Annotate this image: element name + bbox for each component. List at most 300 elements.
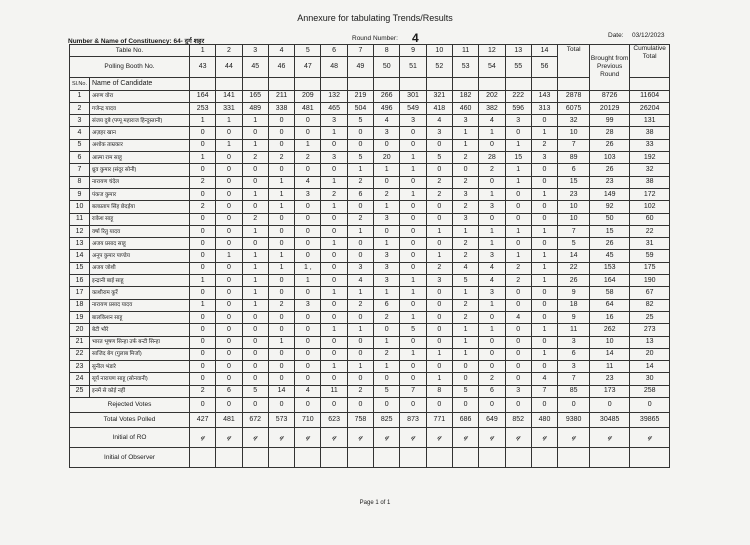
candidate-row <box>70 250 670 262</box>
vote-cell: 2 <box>190 201 216 213</box>
candidate-row <box>70 201 670 213</box>
vote-cell: 1 <box>321 127 347 139</box>
total-cell: 32 <box>558 115 590 127</box>
brought-forward-cell: 153 <box>590 262 630 274</box>
vote-cell: 3 <box>374 213 400 225</box>
vote-cell: 0 <box>295 336 321 348</box>
booth-no-cell: 44 <box>216 57 242 78</box>
summary-value-cell: 0 <box>242 398 268 413</box>
summary-value-cell: 0 <box>452 398 478 413</box>
sl-no-cell: 22 <box>70 348 90 360</box>
vote-cell: 0 <box>321 139 347 151</box>
vote-cell: 0 <box>268 238 294 250</box>
constituency-label: Number & Name of Constituency: 64- दुर्ग शहर <box>68 38 205 45</box>
vote-cell: 0 <box>295 213 321 225</box>
summary-total-cell: 9380 <box>558 413 590 428</box>
initial-ro-cell <box>558 428 590 448</box>
brought-forward-cell: 10 <box>590 336 630 348</box>
vote-cell: 0 <box>216 164 242 176</box>
vote-cell: 4 <box>505 311 531 323</box>
vote-cell: 321 <box>426 90 452 102</box>
vote-cell: 0 <box>268 115 294 127</box>
vote-cell: 0 <box>347 336 373 348</box>
total-cell: 7 <box>558 373 590 385</box>
vote-cell: 1 <box>400 287 426 299</box>
vote-cell: 1 <box>268 176 294 188</box>
vote-cell: 0 <box>531 361 557 373</box>
cumulative-cell: 32 <box>630 164 670 176</box>
vote-cell: 0 <box>295 127 321 139</box>
vote-cell: 3 <box>400 115 426 127</box>
vote-cell: 211 <box>268 90 294 102</box>
sl-no-cell: 1 <box>70 90 90 102</box>
summary-value-cell: 686 <box>452 413 478 428</box>
vote-cell: 3 <box>295 188 321 200</box>
summary-value-cell: 0 <box>216 398 242 413</box>
vote-cell: 5 <box>426 152 452 164</box>
vote-cell: 1 <box>374 238 400 250</box>
initial-ro-cell <box>216 428 242 448</box>
vote-cell: 5 <box>400 324 426 336</box>
candidate-name-cell: अनूप कुमार पाण्डेय <box>90 250 190 262</box>
vote-cell: 4 <box>479 275 505 287</box>
initial-ro-cell <box>321 428 347 448</box>
table-no-cell: 2 <box>216 45 242 57</box>
vote-cell: 1 <box>426 373 452 385</box>
signature-mark: 𝓆 <box>200 432 205 442</box>
vote-cell: 0 <box>295 311 321 323</box>
candidate-name-cell: अजय जोशी <box>90 262 190 274</box>
vote-cell: 1 <box>479 299 505 311</box>
brought-forward-cell: 14 <box>590 348 630 360</box>
vote-cell: 0 <box>268 275 294 287</box>
total-votes-row <box>70 413 670 428</box>
vote-cell: 4 <box>479 115 505 127</box>
total-cell: 18 <box>558 299 590 311</box>
initial-ro-cell <box>630 428 670 448</box>
summary-value-cell: 0 <box>531 398 557 413</box>
vote-cell: 1 <box>242 139 268 151</box>
vote-cell: 418 <box>426 102 452 114</box>
candidate-row <box>70 299 670 311</box>
vote-cell: 266 <box>374 90 400 102</box>
results-table <box>69 44 670 468</box>
candidate-name-cell: बेटी भौरे <box>90 324 190 336</box>
table-no-cell: 3 <box>242 45 268 57</box>
sl-no-cell: 13 <box>70 238 90 250</box>
vote-cell: 2 <box>452 152 478 164</box>
vote-cell: 0 <box>295 348 321 360</box>
vote-cell: 313 <box>531 102 557 114</box>
vote-cell: 0 <box>242 348 268 360</box>
vote-cell: 0 <box>426 201 452 213</box>
summary-value-cell: 852 <box>505 413 531 428</box>
brought-forward-cell: 20129 <box>590 102 630 114</box>
summary-cum-cell: 0 <box>630 398 670 413</box>
candidate-name-cell: भारत भूषण सिन्हा उर्फ बन्टी सिन्हा <box>90 336 190 348</box>
summary-value-cell: 0 <box>295 398 321 413</box>
vote-cell: 3 <box>347 262 373 274</box>
vote-cell: 165 <box>242 90 268 102</box>
vote-cell: 5 <box>242 385 268 397</box>
vote-cell: 1 <box>347 287 373 299</box>
vote-cell: 1 <box>452 127 478 139</box>
vote-cell: 3 <box>452 213 478 225</box>
vote-cell: 0 <box>400 262 426 274</box>
cumulative-cell: 67 <box>630 287 670 299</box>
vote-cell: 1 <box>400 188 426 200</box>
vote-cell: 2 <box>347 385 373 397</box>
vote-cell: 219 <box>347 90 373 102</box>
total-cell: 10 <box>558 127 590 139</box>
signature-mark: 𝓆 <box>226 432 231 442</box>
vote-cell: 6 <box>374 299 400 311</box>
vote-cell: 1 <box>242 115 268 127</box>
vote-cell: 0 <box>426 361 452 373</box>
vote-cell: 141 <box>216 90 242 102</box>
sl-no-cell: 16 <box>70 275 90 287</box>
vote-cell: 1 <box>531 262 557 274</box>
vote-cell: 0 <box>295 250 321 262</box>
vote-cell: 1 , <box>295 262 321 274</box>
cumulative-cell: 26204 <box>630 102 670 114</box>
vote-cell: 0 <box>216 213 242 225</box>
vote-cell: 2 <box>374 348 400 360</box>
vote-cell: 0 <box>242 311 268 323</box>
brought-forward-cell: 164 <box>590 275 630 287</box>
vote-cell: 0 <box>531 238 557 250</box>
vote-cell: 0 <box>531 287 557 299</box>
signature-mark: 𝓆 <box>647 432 652 442</box>
initial-ro-cell <box>590 428 630 448</box>
vote-cell: 1 <box>216 250 242 262</box>
vote-cell: 0 <box>216 311 242 323</box>
cumulative-cell: 192 <box>630 152 670 164</box>
summary-cum-cell: 39865 <box>630 413 670 428</box>
table-no-cell: 11 <box>452 45 478 57</box>
cumulative-cell: 20 <box>630 348 670 360</box>
candidate-row <box>70 287 670 299</box>
vote-cell: 0 <box>242 324 268 336</box>
summary-value-cell: 0 <box>190 398 216 413</box>
brought-forward-header: Brought from Previous Round <box>590 45 630 91</box>
vote-cell: 0 <box>216 324 242 336</box>
vote-cell: 1 <box>242 262 268 274</box>
summary-value-cell: 873 <box>400 413 426 428</box>
vote-cell: 0 <box>347 373 373 385</box>
rejected-votes-row <box>70 398 670 413</box>
vote-cell: 1 <box>347 324 373 336</box>
vote-cell: 3 <box>479 250 505 262</box>
vote-cell: 2 <box>347 299 373 311</box>
table-no-header: Table No. <box>70 45 190 57</box>
vote-cell: 0 <box>479 361 505 373</box>
vote-cell: 0 <box>321 164 347 176</box>
sl-no-cell: 14 <box>70 250 90 262</box>
candidate-row <box>70 385 670 397</box>
summary-value-cell: 672 <box>242 413 268 428</box>
booth-no-cell: 54 <box>479 57 505 78</box>
vote-cell: 3 <box>374 127 400 139</box>
vote-cell: 0 <box>505 127 531 139</box>
cumulative-header: Cumulative Total <box>630 45 670 78</box>
vote-cell: 0 <box>426 324 452 336</box>
total-cell: 6 <box>558 164 590 176</box>
table-no-cell: 5 <box>295 45 321 57</box>
vote-cell: 0 <box>400 176 426 188</box>
vote-cell: 0 <box>216 336 242 348</box>
initial-observer-row <box>70 448 670 468</box>
vote-cell: 0 <box>479 348 505 360</box>
vote-cell: 1 <box>426 225 452 237</box>
vote-cell: 1 <box>531 127 557 139</box>
vote-cell: 0 <box>452 373 478 385</box>
vote-cell: 0 <box>347 238 373 250</box>
vote-cell: 549 <box>400 102 426 114</box>
vote-cell: 0 <box>190 287 216 299</box>
vote-cell: 301 <box>400 90 426 102</box>
candidate-name-cell: सुनील भंडारे <box>90 361 190 373</box>
vote-cell: 1 <box>400 311 426 323</box>
vote-cell: 0 <box>268 139 294 151</box>
signature-mark: 𝓆 <box>279 432 284 442</box>
vote-cell: 0 <box>452 164 478 176</box>
initial-observer-cell <box>452 448 478 468</box>
vote-cell: 1 <box>452 336 478 348</box>
vote-cell: 2 <box>426 176 452 188</box>
signature-mark: 𝓆 <box>542 432 547 442</box>
candidate-name-cell: संजय दुबे (पप्पू महाराज हिन्दुस्तानी) <box>90 115 190 127</box>
signature-mark: 𝓆 <box>463 432 468 442</box>
vote-cell: 460 <box>452 102 478 114</box>
total-cell: 9 <box>558 287 590 299</box>
vote-cell: 0 <box>268 213 294 225</box>
vote-cell: 1 <box>452 324 478 336</box>
initial-observer-cell <box>400 448 426 468</box>
vote-cell: 3 <box>295 299 321 311</box>
candidate-name-cell: काशीराम कुर्रे <box>90 287 190 299</box>
vote-cell: 0 <box>400 127 426 139</box>
vote-cell: 0 <box>242 361 268 373</box>
initial-ro-row <box>70 428 670 448</box>
brought-forward-cell: 26 <box>590 164 630 176</box>
candidate-name-header: Name of Candidate <box>90 78 190 90</box>
vote-cell: 0 <box>216 188 242 200</box>
vote-cell: 0 <box>505 336 531 348</box>
cumulative-cell: 175 <box>630 262 670 274</box>
initial-ro-cell <box>452 428 478 448</box>
sl-no-cell: 9 <box>70 188 90 200</box>
vote-cell: 0 <box>268 164 294 176</box>
vote-cell: 0 <box>190 213 216 225</box>
vote-cell: 3 <box>479 287 505 299</box>
vote-cell: 0 <box>190 262 216 274</box>
vote-cell: 1 <box>268 188 294 200</box>
vote-cell: 1 <box>190 115 216 127</box>
vote-cell: 0 <box>268 361 294 373</box>
vote-cell: 0 <box>426 287 452 299</box>
initial-observer-cell <box>505 448 531 468</box>
candidate-name-cell: नारायण प्रसाद यादव <box>90 299 190 311</box>
table-no-cell: 12 <box>479 45 505 57</box>
vote-cell: 481 <box>295 102 321 114</box>
candidate-row <box>70 373 670 385</box>
vote-cell: 1 <box>347 361 373 373</box>
vote-cell: 0 <box>400 361 426 373</box>
candidate-name-cell: ध्रुव कुमार (संदूर सोनी) <box>90 164 190 176</box>
vote-cell: 1 <box>242 287 268 299</box>
vote-cell: 0 <box>505 287 531 299</box>
total-cell: 22 <box>558 262 590 274</box>
table-no-cell: 8 <box>374 45 400 57</box>
sl-no-cell: 24 <box>70 373 90 385</box>
candidate-row <box>70 238 670 250</box>
vote-cell: 0 <box>295 238 321 250</box>
initial-observer-cell <box>321 448 347 468</box>
candidate-name-cell: बलप्रताप सिंह छेदईया <box>90 201 190 213</box>
cumulative-cell: 30 <box>630 373 670 385</box>
vote-cell: 0 <box>479 311 505 323</box>
vote-cell: 0 <box>190 188 216 200</box>
signature-mark: 𝓆 <box>410 432 416 442</box>
vote-cell: 1 <box>268 336 294 348</box>
vote-cell: 0 <box>242 238 268 250</box>
candidate-row <box>70 164 670 176</box>
vote-cell: 2 <box>479 164 505 176</box>
vote-cell: 4 <box>531 373 557 385</box>
vote-cell: 2 <box>242 213 268 225</box>
booth-no-cell: 55 <box>505 57 531 78</box>
signature-mark: 𝓆 <box>253 432 258 442</box>
booth-no-cell: 43 <box>190 57 216 78</box>
candidate-row <box>70 336 670 348</box>
sl-no-cell: 15 <box>70 262 90 274</box>
total-cell: 6075 <box>558 102 590 114</box>
sl-no-cell: 11 <box>70 213 90 225</box>
vote-cell: 3 <box>321 115 347 127</box>
vote-cell: 0 <box>190 127 216 139</box>
candidate-name-cell: बालकिशन साहू <box>90 311 190 323</box>
vote-cell: 0 <box>190 238 216 250</box>
vote-cell: 1 <box>190 275 216 287</box>
initial-ro-cell <box>295 428 321 448</box>
vote-cell: 0 <box>400 299 426 311</box>
vote-cell: 0 <box>295 201 321 213</box>
brought-forward-cell: 23 <box>590 373 630 385</box>
vote-cell: 0 <box>295 324 321 336</box>
vote-cell: 504 <box>347 102 373 114</box>
brought-forward-cell: 173 <box>590 385 630 397</box>
vote-cell: 1 <box>295 139 321 151</box>
vote-cell: 0 <box>531 176 557 188</box>
candidate-name-cell: आत्मा राम साहू <box>90 152 190 164</box>
vote-cell: 1 <box>242 225 268 237</box>
vote-cell: 1 <box>268 201 294 213</box>
sl-no-cell: 6 <box>70 152 90 164</box>
vote-cell: 1 <box>479 324 505 336</box>
vote-cell: 331 <box>216 102 242 114</box>
vote-cell: 1 <box>295 275 321 287</box>
total-cell: 23 <box>558 188 590 200</box>
date-label: Date: <box>608 32 624 39</box>
vote-cell: 0 <box>295 361 321 373</box>
initial-observer-cell <box>426 448 452 468</box>
vote-cell: 0 <box>190 164 216 176</box>
total-cell: 15 <box>558 176 590 188</box>
candidate-name-cell: पंकज कुमार <box>90 188 190 200</box>
cumulative-cell: 25 <box>630 311 670 323</box>
vote-cell: 6 <box>216 385 242 397</box>
initial-observer-label: Initial of Observer <box>70 448 190 468</box>
summary-value-cell: 771 <box>426 413 452 428</box>
cumulative-cell: 172 <box>630 188 670 200</box>
vote-cell: 0 <box>479 176 505 188</box>
vote-cell: 2 <box>374 188 400 200</box>
vote-cell: 28 <box>479 152 505 164</box>
vote-cell: 0 <box>190 139 216 151</box>
cumulative-cell: 33 <box>630 139 670 151</box>
brought-forward-cell: 26 <box>590 139 630 151</box>
vote-cell: 1 <box>374 361 400 373</box>
initial-ro-cell <box>190 428 216 448</box>
vote-cell: 0 <box>531 213 557 225</box>
summary-value-cell: 0 <box>426 398 452 413</box>
total-header: Total <box>558 45 590 78</box>
initial-observer-cell <box>479 448 505 468</box>
total-cell: 6 <box>558 348 590 360</box>
vote-cell: 2 <box>190 385 216 397</box>
vote-cell: 5 <box>452 385 478 397</box>
vote-cell: 0 <box>242 127 268 139</box>
vote-cell: 0 <box>531 164 557 176</box>
cumulative-cell: 22 <box>630 225 670 237</box>
brought-forward-cell: 58 <box>590 287 630 299</box>
vote-cell: 1 <box>268 250 294 262</box>
vote-cell: 0 <box>531 311 557 323</box>
polling-booth-header: Polling Booth No. <box>70 57 190 78</box>
total-votes-row-label: Total Votes Polled <box>70 413 190 428</box>
initial-observer-cell <box>558 448 590 468</box>
brought-forward-cell: 92 <box>590 201 630 213</box>
sl-no-cell: 21 <box>70 336 90 348</box>
vote-cell: 1 <box>479 225 505 237</box>
vote-cell: 338 <box>268 102 294 114</box>
vote-cell: 0 <box>216 127 242 139</box>
vote-cell: 0 <box>479 139 505 151</box>
vote-cell: 0 <box>321 336 347 348</box>
vote-cell: 3 <box>452 115 478 127</box>
vote-cell: 0 <box>374 373 400 385</box>
candidate-name-cell: अशोक ताम्रकार <box>90 139 190 151</box>
vote-cell: 14 <box>268 385 294 397</box>
vote-cell: 2 <box>268 152 294 164</box>
vote-cell: 4 <box>479 262 505 274</box>
candidate-row <box>70 213 670 225</box>
signature-mark: 𝓆 <box>358 432 363 442</box>
candidate-name-cell: राकेश साहू <box>90 213 190 225</box>
summary-value-cell: 573 <box>268 413 294 428</box>
vote-cell: 0 <box>400 238 426 250</box>
vote-cell: 1 <box>190 152 216 164</box>
vote-cell: 1 <box>242 188 268 200</box>
vote-cell: 0 <box>426 164 452 176</box>
candidate-name-cell: साजिद बेग (गुलाब मिर्जा) <box>90 348 190 360</box>
vote-cell: 0 <box>321 275 347 287</box>
vote-cell: 0 <box>190 250 216 262</box>
summary-total-cell: 0 <box>558 398 590 413</box>
vote-cell: 15 <box>505 152 531 164</box>
summary-value-cell: 710 <box>295 413 321 428</box>
